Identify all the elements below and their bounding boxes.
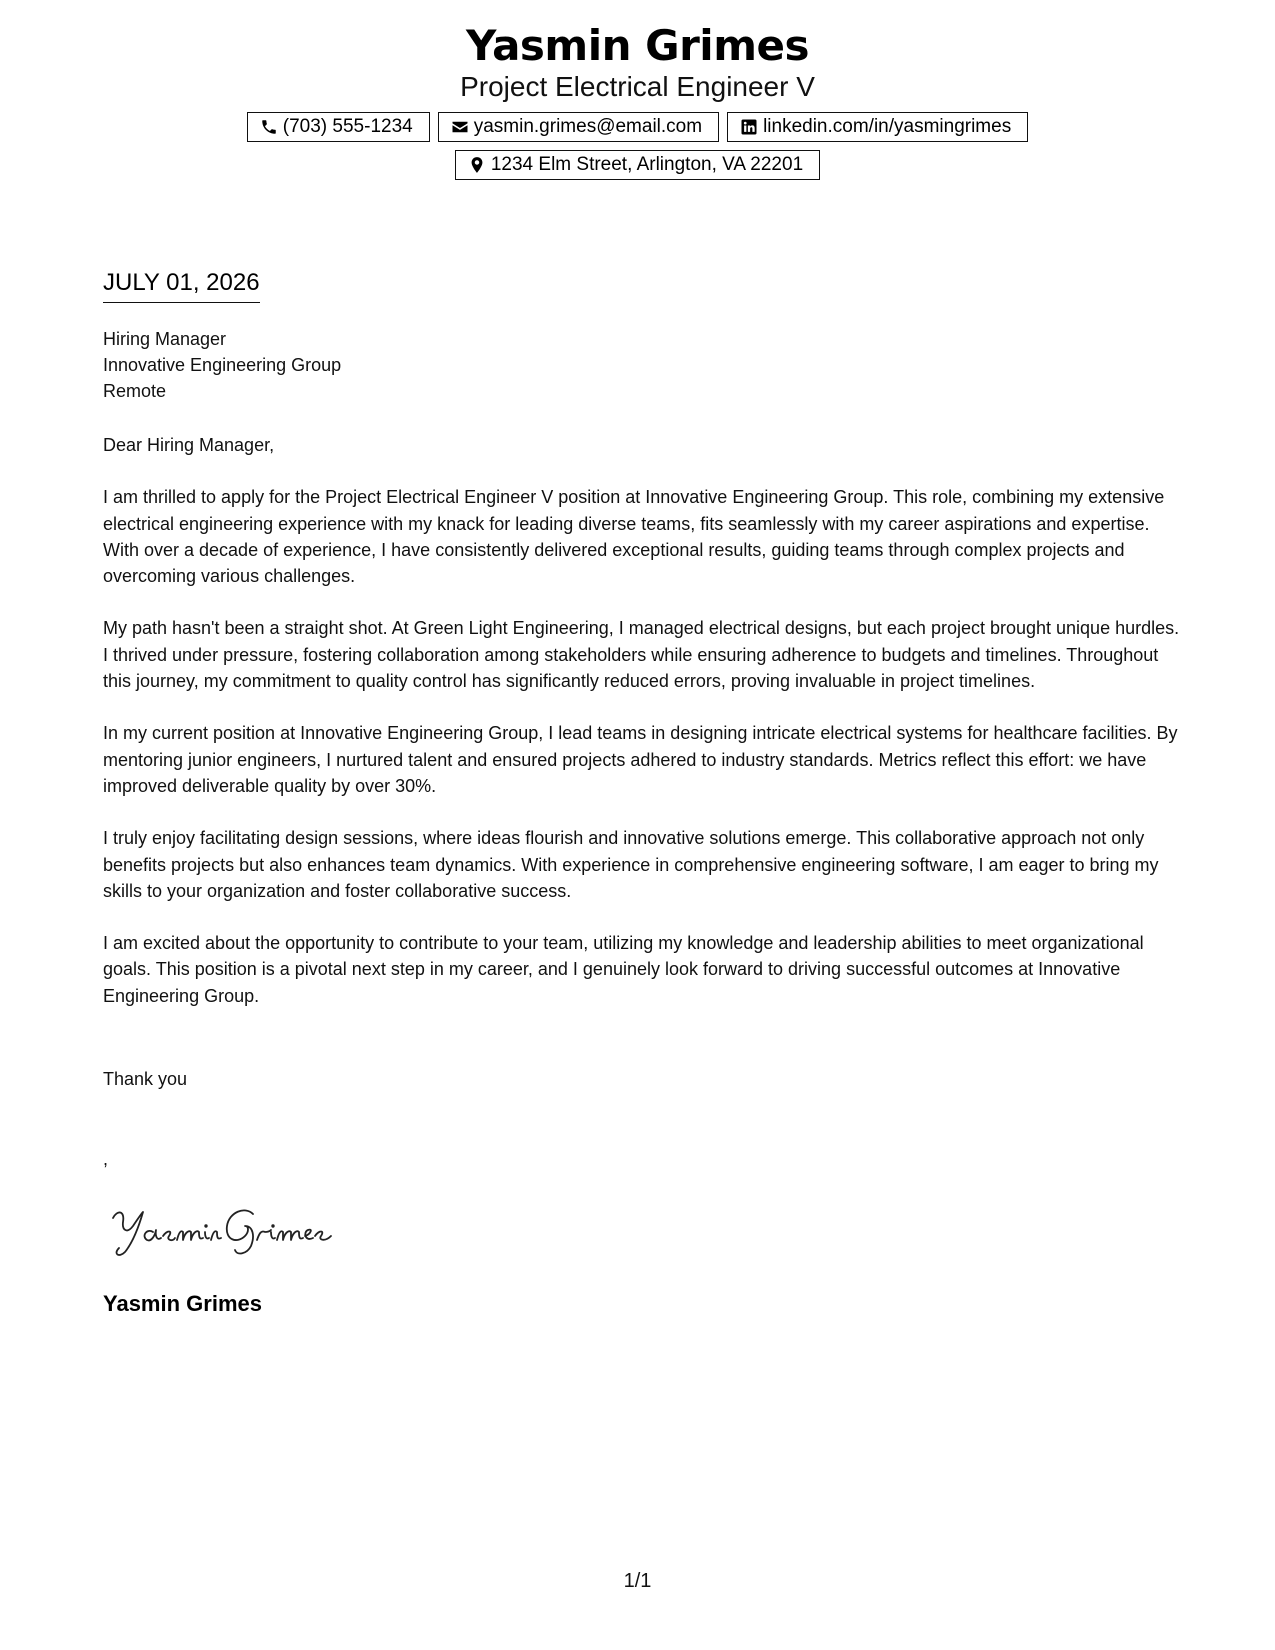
recipient-company: Innovative Engineering Group bbox=[103, 355, 342, 375]
body-paragraph: I am excited about the opportunity to contribute to your team, utilizing my knowledge and leadership abilities to meet organizational goals. This position is a pivotal next step in my career, and I genuinely look forward to driving successful outcomes at Innovative Engineering Group. bbox=[103, 933, 1144, 1006]
linkedin-icon bbox=[740, 118, 758, 136]
applicant-job-title: Project Electrical Engineer V bbox=[460, 71, 815, 102]
applicant-name: Yasmin Grimes bbox=[466, 21, 809, 70]
body-paragraph: My path hasn't been a straight shot. At Green Light Engineering, I managed electrical designs, but each project brought unique hurdles. I thrived under pressure, fostering collaboration among stakeholders while ensuring adherence to budgets and timelines. Throughout this journey, my commitment to quality control has significantly reduced errors, proving invaluable in project timelines. bbox=[103, 618, 1180, 692]
recipient-location: Remote bbox=[103, 381, 167, 401]
phone-text: (703) 555-1234 bbox=[282, 116, 413, 137]
contact-address bbox=[455, 150, 820, 180]
letter-date: JULY 01, 2026 bbox=[103, 268, 260, 303]
contact-phone bbox=[247, 112, 430, 142]
phone-icon bbox=[260, 118, 278, 136]
body-paragraph: In my current position at Innovative Engineering Group, I lead teams in designing intricate electrical systems for healthcare facilities. By mentoring junior engineers, I nurtured talent and ensured projects adhered to industry standards. Metrics reflect this effort: we have improved deliverable quality by over 30%. bbox=[103, 723, 1178, 796]
recipient-block bbox=[103, 326, 341, 404]
closing-comma: , bbox=[103, 1149, 109, 1169]
linkedin-text: linkedin.com/in/yasmingrimes bbox=[763, 116, 1012, 137]
map-marker-icon bbox=[468, 156, 486, 174]
address-text: 1234 Elm Street, Arlington, VA 22201 bbox=[490, 154, 804, 175]
letter-body bbox=[103, 432, 1183, 1035]
contact-info bbox=[208, 112, 1068, 180]
contact-linkedin bbox=[727, 112, 1028, 142]
page-number: 1/1 bbox=[623, 1570, 652, 1592]
closing: Thank you bbox=[103, 1069, 188, 1089]
body-paragraph: I am thrilled to apply for the Project Electrical Engineer V position at Innovative Engineering Group. This role, combining my extensive electrical engineering experience with my knack for leading diverse teams, fits seamlessly with my career aspirations and expertise. With over a decade of experience, I have consistently delivered exceptional results, guiding teams through complex projects and overcoming various challenges. bbox=[103, 487, 1165, 587]
envelope-icon bbox=[451, 118, 469, 136]
email-text: yasmin.grimes@email.com bbox=[473, 116, 703, 137]
handwritten-signature bbox=[103, 1196, 363, 1266]
salutation: Dear Hiring Manager, bbox=[103, 435, 275, 455]
contact-email bbox=[438, 112, 719, 142]
signer-name: Yasmin Grimes bbox=[103, 1291, 262, 1316]
letter-header bbox=[0, 20, 1275, 180]
recipient-title: Hiring Manager bbox=[103, 329, 227, 349]
body-paragraph: I truly enjoy facilitating design sessions, where ideas flourish and innovative solutions emerge. This collaborative approach not only benefits projects but also enhances team dynamics. With experience in comprehensive engineering software, I am eager to bring my skills to your organization and foster collaborative success. bbox=[103, 828, 1159, 901]
